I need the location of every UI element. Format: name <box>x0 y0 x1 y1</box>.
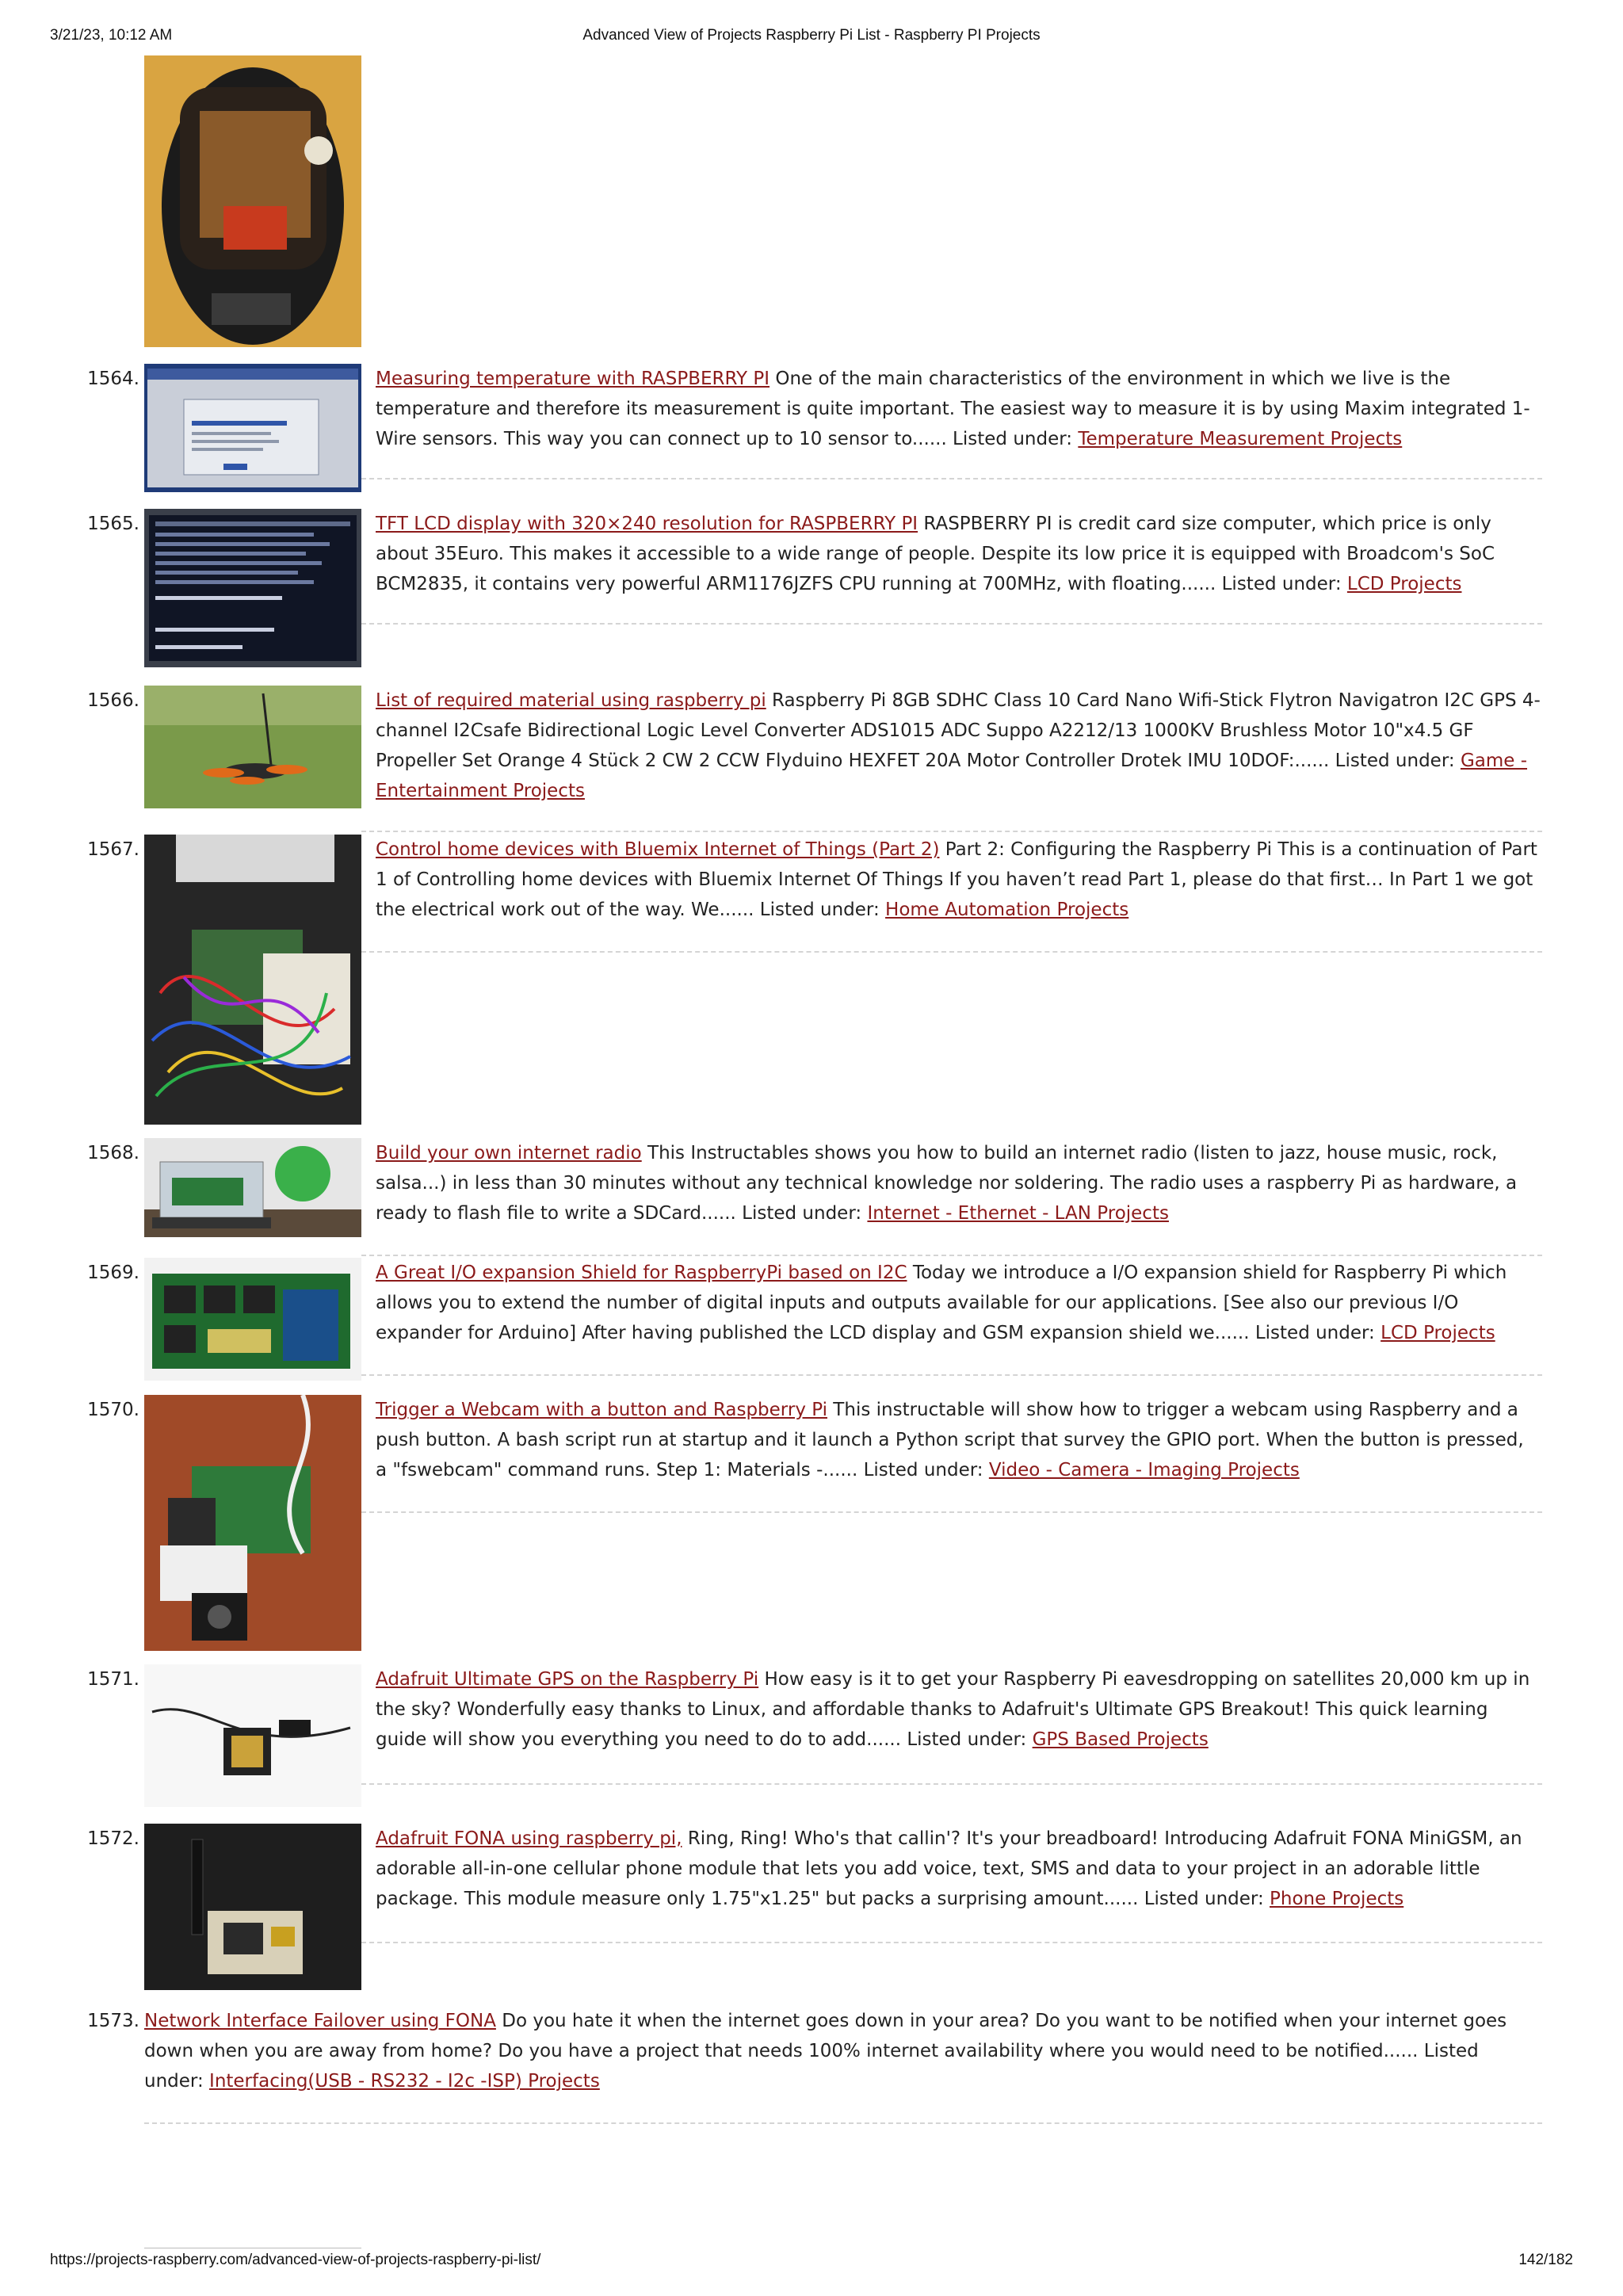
entry-text <box>376 364 1541 454</box>
wiring-image[interactable] <box>144 835 361 1125</box>
item-number: 1568. <box>87 1143 139 1163</box>
print-page-title: Advanced View of Projects Raspberry Pi List - Raspberry PI Projects <box>582 27 1041 44</box>
category-link[interactable]: Phone Projects <box>1270 1889 1404 1909</box>
item-number: 1573. <box>87 2011 139 2031</box>
category-link[interactable]: Home Automation Projects <box>885 900 1129 920</box>
io-shield-image[interactable] <box>144 1258 361 1381</box>
dashed-separator <box>144 2122 1542 2124</box>
item-number: 1566. <box>87 690 139 711</box>
entry-text <box>376 1664 1541 1755</box>
print-url: https://projects-raspberry.com/advanced-view-of-projects-raspberry-pi-list/ <box>50 2252 541 2268</box>
entry-text <box>144 2006 1542 2096</box>
project-description: Part 2: Configuring the Raspberry Pi This is a continuation of Part 1 of Controlling home devices with Bluemix Internet Of Things If you haven’t read Part 1, please do that first… In Part 1 we got the electrical work out of the way. We...... Listed under: <box>376 839 1537 920</box>
entry-text <box>376 686 1541 806</box>
project-link[interactable]: Network Interface Failover using FONA <box>144 2011 496 2031</box>
item-number: 1570. <box>87 1400 139 1420</box>
entry-text <box>376 1258 1541 1348</box>
category-link[interactable]: Interfacing(USB - RS232 - I2c -ISP) Projects <box>209 2071 600 2092</box>
dashed-separator <box>361 1255 1542 1256</box>
webcam-image[interactable] <box>144 1395 361 1651</box>
category-link[interactable]: Game - Entertainment Projects <box>376 751 1528 801</box>
entry-text <box>376 1138 1541 1228</box>
project-description: RASPBERRY PI is credit card size computer, which price is only about 35Euro. This makes it accessible to a wide range of people. Despite its low price it is equipped with Broadcom's SoC BCM2835, it contains very powerful ARM1176JZFS CPU running at 700MHz, with floating...... Listed under: <box>376 514 1495 594</box>
item-number: 1565. <box>87 514 139 534</box>
project-description: How easy is it to get your Raspberry Pi eavesdropping on satellites 20,000 km up in the sky? Wonderfully easy thanks to Linux, and affordable thanks to Adafruit's Ultimate GPS Breakout! This quick learning guide will show you everything you need to do to add...... Listed under: <box>376 1669 1530 1750</box>
project-description: This instructable will show how to trigger a webcam using Raspberry and a push button. A bash script run at startup and it launch a Python script that survey the GPIO port. When the button is pressed, a "fswebcam" command runs. Step 1: Materials -...... Listed under: <box>376 1400 1524 1480</box>
project-link[interactable]: A Great I/O expansion Shield for RaspberryPi based on I2C <box>376 1263 907 1283</box>
project-description: Today we introduce a I/O expansion shield for Raspberry Pi which allows you to extend the number of digital inputs and outputs available for our applications. [See also our previous I/O expander for Arduino] After having published the LCD display and GSM expansion shield we...... Listed under: <box>376 1263 1507 1343</box>
dashed-separator <box>361 1783 1542 1785</box>
dashed-separator <box>361 1511 1542 1513</box>
project-description: Raspberry Pi 8GB SDHC Class 10 Card Nano Wifi-Stick Flytron Navigatron I2C GPS 4-channel I2Csafe Bidirectional Logic Level Converter ADS1015 ADC Suppo A2212/13 1000KV Brushless Motor 10"x4.5 GF Propeller Set Orange 4 Stück 2 CW 2 CCW Flyduino HEXFET 20A Motor Controller Drotek IMU 10DOF:...... Listed under: <box>376 690 1541 771</box>
tft-lcd-image[interactable] <box>144 509 361 667</box>
print-footer <box>50 2252 1573 2275</box>
item-number: 1571. <box>87 1669 139 1690</box>
dashed-separator <box>361 1942 1542 1943</box>
project-link[interactable]: Build your own internet radio <box>376 1143 642 1163</box>
project-description: Ring, Ring! Who's that callin'? It's your breadboard! Introducing Adafruit FONA MiniGSM, an adorable all-in-one cellular phone module that lets you add voice, text, SMS and data to your project in an adorable little package. This module measure only 1.75"x1.25" but packs a surprising amount...... Listed under: <box>376 1828 1522 1909</box>
item-number: 1567. <box>87 839 139 860</box>
category-link[interactable]: Temperature Measurement Projects <box>1078 429 1403 449</box>
dashed-separator <box>361 623 1542 625</box>
category-link[interactable]: Internet - Ethernet - LAN Projects <box>867 1203 1169 1224</box>
project-link[interactable]: Adafruit Ultimate GPS on the Raspberry Pi <box>376 1669 759 1690</box>
project-link[interactable]: Control home devices with Bluemix Internet of Things (Part 2) <box>376 839 940 860</box>
page-counter: 142/182 <box>1518 2252 1573 2268</box>
category-link[interactable]: LCD Projects <box>1381 1323 1495 1343</box>
print-datetime: 3/21/23, 10:12 AM <box>50 27 173 44</box>
project-description: This Instructables shows you how to build an internet radio (listen to jazz, house music, rock, salsa...) in less than 30 minutes without any technical knowledge nor soldering. The radio uses a raspberry Pi as hardware, a ready to flash file to write a SDCard...... Listed under: <box>376 1143 1518 1224</box>
project-link[interactable]: TFT LCD display with 320×240 resolution for RASPBERRY PI <box>376 514 918 534</box>
project-link[interactable]: Trigger a Webcam with a button and Raspberry Pi <box>376 1400 827 1420</box>
entry-text <box>376 509 1541 599</box>
project-link[interactable]: List of required material using raspberry pi <box>376 690 766 711</box>
quadcopter-image[interactable] <box>144 686 361 808</box>
dashed-separator <box>361 1374 1542 1376</box>
project-link[interactable]: Measuring temperature with RASPBERRY PI <box>376 369 770 389</box>
print-header <box>50 27 1573 51</box>
project-link[interactable]: Adafruit FONA using raspberry pi, <box>376 1828 682 1849</box>
terminal-screenshot-image[interactable] <box>144 364 361 492</box>
category-link[interactable]: GPS Based Projects <box>1032 1729 1209 1750</box>
entry-text <box>376 1824 1541 1914</box>
project-description: One of the main characteristics of the environment in which we live is the temperature and therefore its measurement is quite important. The easiest way to measure it is by using Maxim integrated 1-Wire sensors. This way you can connect up to 10 sensor to...... Listed under: <box>376 369 1530 449</box>
item-number: 1572. <box>87 1828 139 1849</box>
category-link[interactable]: Video - Camera - Imaging Projects <box>988 1460 1300 1480</box>
category-link[interactable]: LCD Projects <box>1346 574 1462 594</box>
entry-text <box>376 1395 1541 1485</box>
fona-module-image[interactable] <box>144 1824 361 1990</box>
item-number: 1569. <box>87 1263 139 1283</box>
dashed-separator <box>361 478 1542 479</box>
project-description: Do you hate it when the internet goes down in your area? Do you want to be notified when your internet goes down when you are away from home? Do you have a project that needs 100% internet availability where you would need to be notified...... Listed under: <box>144 2011 1507 2092</box>
robot-top-image <box>144 55 361 347</box>
gps-module-image[interactable] <box>144 1664 361 1807</box>
dashed-separator <box>361 831 1542 832</box>
internet-radio-image[interactable] <box>144 1138 361 1237</box>
dashed-separator <box>361 951 1542 953</box>
item-number: 1564. <box>87 369 139 389</box>
entry-text <box>376 835 1541 925</box>
